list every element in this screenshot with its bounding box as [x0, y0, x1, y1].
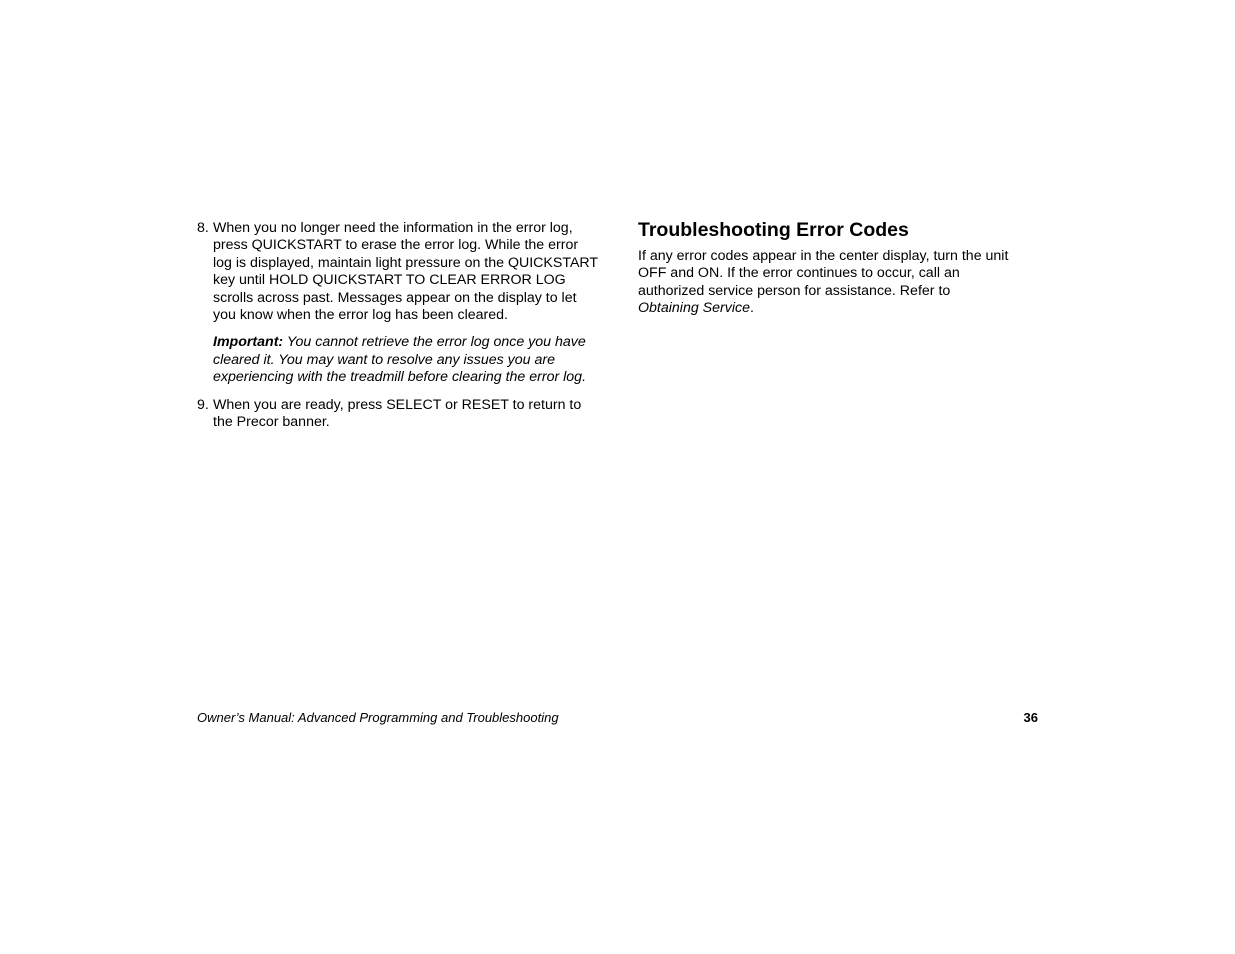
- section-body-end: .: [749, 300, 754, 317]
- section-heading: Troubleshooting Error Codes: [638, 219, 909, 241]
- right-column: [638, 219, 1013, 318]
- footer-page-number: 36: [1023, 710, 1038, 725]
- important-note-lead: Important:: [213, 334, 284, 351]
- footer-manual-title: Owner’s Manual: Advanced Programming and Troubleshooting: [197, 710, 559, 725]
- section-body: [638, 248, 1013, 318]
- step-8: [197, 220, 599, 324]
- obtaining-service-reference: Obtaining Service: [638, 300, 750, 317]
- important-note: [213, 334, 599, 386]
- important-note-text: You cannot retrieve the error log once you have cleared it. You may want to resolve any issues you are experiencing with the treadmill before clearing the error log.: [213, 334, 587, 386]
- step-9: [197, 397, 599, 432]
- step-9-text: When you are ready, press SELECT or RESET to return to the Precor banner.: [213, 396, 582, 431]
- section-body-text: If any error codes appear in the center display, turn the unit OFF and ON. If the error continues to occur, call an authorized service person for assistance. Refer to: [638, 248, 1009, 299]
- left-column: [197, 220, 599, 441]
- step-9-number: 9.: [197, 396, 209, 413]
- step-8-number: 8.: [197, 220, 209, 236]
- step-8-text: When you no longer need the information in the error log, press QUICKSTART to erase the error log. While the error log is displayed, maintain light pressure on the QUICKSTART key until HOLD QUICKSTART TO CLEAR ERROR LOG scrolls across past. Messages appear on the display to let you know when the error log has been cleared.: [213, 220, 598, 324]
